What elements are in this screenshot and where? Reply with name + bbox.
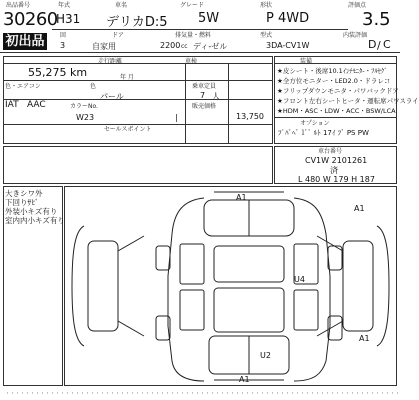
- equipment-item: ★全方位モニター・LED2.0・ドラレコ: [277, 77, 391, 85]
- header-label-shape: 形状: [260, 2, 273, 9]
- equipment-item: ★皮シート・後席10.1ｲﾝﾁﾓﾆﾀ-・ﾌﾙｾｸﾞ: [277, 67, 388, 75]
- inspection-notes: [5, 189, 65, 225]
- label-interior: 内装評価: [343, 32, 368, 39]
- label-color: 色・エアコン: [5, 83, 41, 90]
- hood-outline: [214, 246, 284, 282]
- listing-count: 3: [60, 41, 66, 50]
- header-label-lot: 出品番号: [6, 2, 31, 9]
- label-options: オプション: [300, 120, 330, 127]
- mileage-value: 55,275: [28, 66, 67, 79]
- wheel-front-left: [156, 246, 170, 270]
- lot-number: 30260: [3, 9, 58, 30]
- damage-label: A1: [236, 193, 247, 202]
- capacity-value: 7: [200, 91, 206, 100]
- label-color-name: 色: [90, 83, 97, 90]
- damage-label: A1: [239, 375, 250, 384]
- frame-number: CV1W 2101261: [305, 156, 368, 165]
- label-price: 販売価格: [192, 103, 217, 110]
- label-color-no: カラーNo.: [70, 103, 98, 110]
- label-door: ドア: [112, 32, 124, 39]
- price-value: 13,750: [236, 112, 264, 121]
- equipment-item: ★フリップダウンモニタ・パワバックドア: [277, 87, 399, 95]
- label-engine: 排気量・燃料: [175, 32, 212, 39]
- model-year: H31: [56, 12, 81, 26]
- first-listing-badge: 初出品: [3, 33, 47, 50]
- note-item: 大きシワ外: [5, 189, 43, 198]
- options-line: ﾌﾟﾊﾞﾍﾞ 1ﾞﾞ ﾙﾄ 17ｲ ﾌﾞ PS PW: [278, 129, 369, 137]
- label-model-code: 型式: [260, 32, 273, 39]
- label-frame-no: 車台番号: [318, 148, 343, 155]
- equipment-list: [277, 66, 419, 116]
- vehicle-dimensions: L 480 W 179 H 187: [298, 175, 375, 184]
- auction-score: 3.5: [362, 9, 391, 30]
- header-label-grade: グレード: [180, 2, 205, 9]
- model-name: デリカD:5: [106, 15, 168, 30]
- damage-label: A1: [359, 334, 370, 343]
- exterior-grade: C: [383, 38, 391, 51]
- footer-note: ・・・・・・・・・・・・・・・・・・・・・・・・・・・・・・・・・・・・・・・・・・・・・・・・・・・・・・・・・・・・・・・・・・・・・・・・・・・・・・・: [5, 391, 401, 397]
- mileage-unit: km: [70, 66, 88, 79]
- label-mileage: 走行距離: [98, 58, 123, 65]
- car-diagram: [64, 186, 397, 386]
- equipment-item: ★HDM・ASC・LDW・ACC・BSW/LCA: [277, 107, 396, 115]
- color-name: パール: [100, 92, 124, 101]
- header-label-model: 車名: [115, 2, 128, 9]
- note-item: 下回りｻﾋﾞ: [5, 198, 39, 207]
- label-count: 回: [60, 32, 67, 39]
- label-equipment-notes: セールスポイント: [104, 126, 152, 133]
- note-item: 外装小キズ有り: [5, 207, 58, 216]
- damage-label: A1: [354, 204, 365, 213]
- header-label-score: 評価点: [348, 2, 367, 9]
- cabin-outline: [214, 288, 284, 332]
- header-label-year: 年式: [58, 2, 71, 9]
- interior-grade: D: [368, 38, 377, 51]
- remarks-box: [3, 146, 273, 184]
- model-code: 3DA-CV1W: [266, 41, 310, 50]
- label-inspection: 車検: [185, 58, 198, 65]
- capacity-unit: 人: [212, 92, 220, 101]
- damage-label: U2: [260, 351, 271, 360]
- fuel-type: ディ-ゼル: [193, 42, 228, 51]
- grade-value: 5W: [198, 11, 220, 26]
- damage-label: U4: [294, 275, 305, 284]
- note-item: 室内内小キズ有り: [5, 216, 65, 225]
- transmission-type: IAT: [5, 100, 19, 110]
- color-number: W23: [76, 113, 95, 122]
- label-capacity: 乗車定員: [192, 83, 217, 90]
- usage-type: 自家用: [92, 42, 116, 51]
- label-equipment: 装備: [300, 58, 313, 65]
- ac-type: AAC: [27, 100, 46, 110]
- recycle-status: 済: [330, 166, 338, 175]
- drive-value: P 4WD: [266, 11, 310, 26]
- equipment-item: ★フロント左右シートヒータ・運転席パワスライ: [277, 97, 419, 105]
- engine-displacement: 2200: [160, 41, 181, 50]
